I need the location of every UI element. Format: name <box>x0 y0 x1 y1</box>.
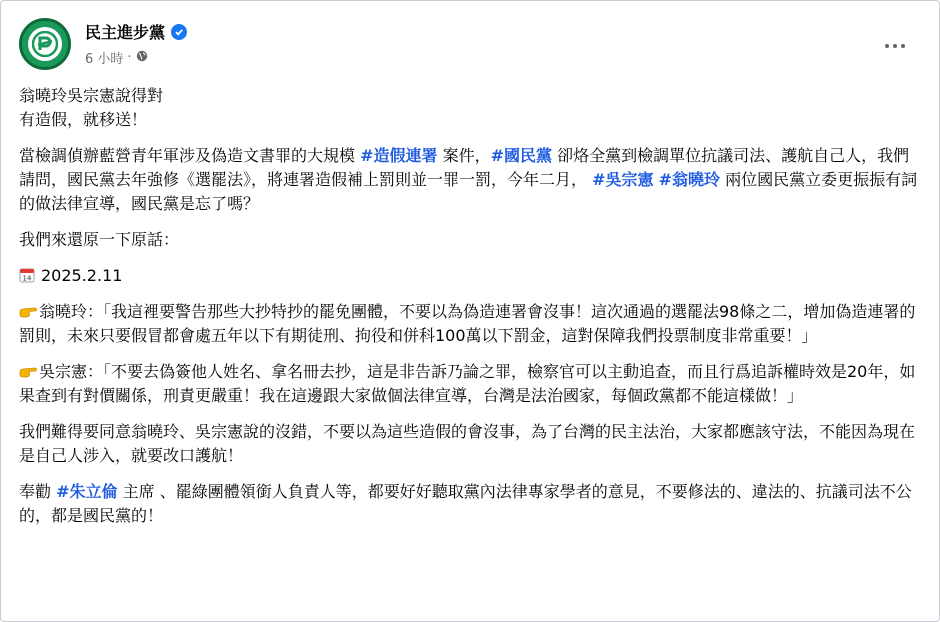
quote-text: 翁曉玲：「我這裡要警告那些大抄特抄的罷免團體，不要以為偽造連署會沒事！這次通過的選罷法98條之二，增加偽造連署的罰則，未來只要假冒都會處五年以下有期徒刑、拘役和併科100萬以下罰金，這對保障我們投票制度非常重要！」 <box>19 302 916 345</box>
date-line <box>19 264 923 288</box>
hashtag-link[interactable]: #造假連署 <box>360 146 438 165</box>
hashtag-link[interactable]: #朱立倫 <box>56 482 118 501</box>
hashtag-link[interactable]: #翁曉玲 <box>658 170 721 189</box>
post-paragraph-3: 我們難得要同意翁曉玲、吳宗憲說的沒錯，不要以為這些造假的會沒事，為了台灣的民主法治，大家都應該守法，不能因為現在是自己人涉入，就要改口護航！ <box>19 422 916 465</box>
post-paragraph-1 <box>19 144 923 216</box>
text-span: 兩位國民黨立委更振振有詞的做法律宣導，國民黨是忘了嗎？ <box>19 170 918 213</box>
page-avatar[interactable] <box>19 18 71 70</box>
pointing-hand-emoji-icon <box>19 362 37 378</box>
quote-text: 吳宗憲：「不要去偽簽他人姓名、拿名冊去抄，這是非告訴乃論之罪，檢察官可以主動追查，而且行爲追訴權時效是20年，如果查到有對價關係，刑責更嚴重！我在這邊跟大家做個法律宣導，台灣是法治國家，每個政黨都不能這樣做！」 <box>19 362 916 405</box>
post-meta <box>85 48 148 67</box>
date-text: 2025.2.11 <box>41 266 123 285</box>
post-paragraph-2: 我們來還原一下原話： <box>19 230 180 249</box>
more-dot <box>893 44 897 48</box>
intro-line-1: 翁曉玲吳宗憲說得對 <box>19 86 164 105</box>
intro-line-2: 有造假，就移送！ <box>19 110 148 129</box>
dpp-logo-icon <box>28 27 62 61</box>
post-body <box>19 84 923 540</box>
text-span: 主席 、罷綠團體領銜人負責人等，都要好好聽取黨內法律專家學者的意見，不要修法的、違法的、抗議司法不公的，都是國民黨的！ <box>19 482 912 525</box>
verified-badge-icon <box>171 24 187 40</box>
pointing-hand-emoji-icon <box>19 302 37 318</box>
quote-wu <box>19 360 923 408</box>
more-options-button[interactable] <box>877 28 913 64</box>
post-paragraph-4 <box>19 480 923 528</box>
svg-text:14: 14 <box>22 274 32 283</box>
text-span: 案件， <box>437 146 491 165</box>
text-span: 當檢調偵辦藍營青年軍涉及偽造文書罪的大規模 <box>19 146 361 165</box>
post-intro <box>19 84 923 132</box>
quote-weng <box>19 300 923 348</box>
post-header <box>19 18 919 70</box>
more-dot <box>885 44 889 48</box>
text-span: 奉勸 <box>19 482 57 501</box>
page-name[interactable]: 民主進步黨 <box>85 23 166 42</box>
calendar-emoji-icon <box>19 266 35 282</box>
more-dot <box>901 44 905 48</box>
hashtag-link[interactable]: #吳宗憲 <box>592 170 654 189</box>
globe-icon <box>136 50 148 66</box>
post-time[interactable]: 6 小時 <box>85 52 124 67</box>
hashtag-link[interactable]: #國民黨 <box>490 146 553 165</box>
page-name-row <box>85 20 187 43</box>
meta-separator: · <box>127 50 132 65</box>
text-span: 卻烙全黨到檢調單位抗議司法、護航自己人，我們請問，國民黨去年強修《選罷法》，將連署造假補上罰則並一罪一罰，今年二月， <box>19 146 910 189</box>
